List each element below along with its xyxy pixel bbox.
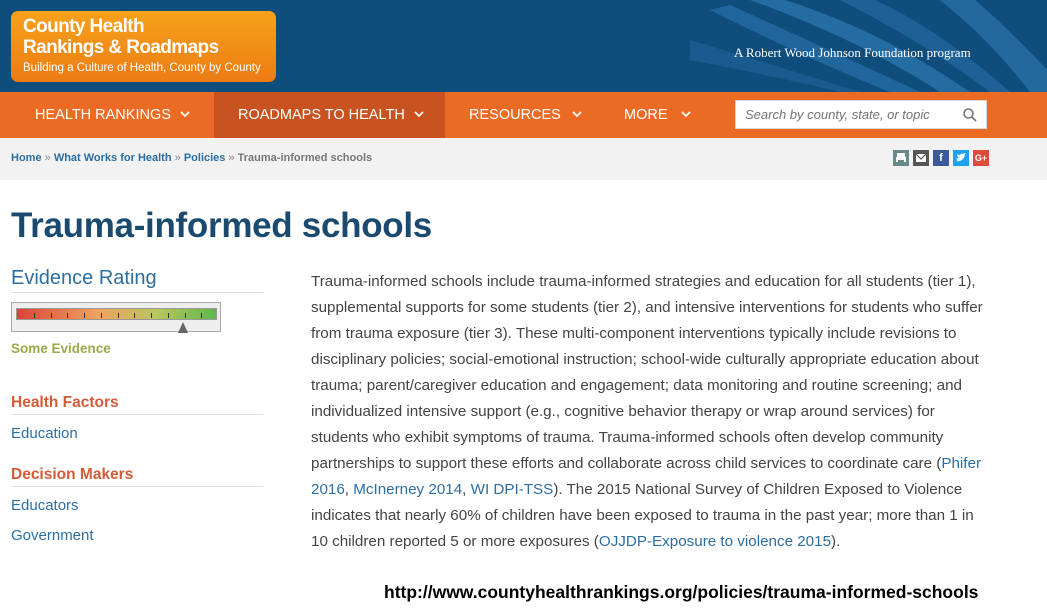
google-plus-icon[interactable]: G+ [973, 150, 989, 166]
evidence-rating-heading: Evidence Rating [11, 267, 263, 293]
breadcrumb [11, 152, 372, 164]
facebook-icon[interactable]: f [933, 150, 949, 166]
site-logo[interactable] [11, 11, 276, 82]
meter-tick [134, 313, 135, 318]
breadcrumb-home[interactable]: Home [11, 152, 42, 164]
breadcrumb-separator: » [228, 152, 235, 164]
decision-maker-link[interactable]: Government [11, 527, 94, 544]
health-factors-heading: Health Factors [11, 394, 263, 415]
email-icon[interactable] [913, 150, 929, 166]
breadcrumb-policies[interactable]: Policies [183, 152, 226, 164]
breadcrumb-separator: » [44, 152, 51, 164]
nav-label: HEALTH RANKINGS [35, 107, 171, 123]
twitter-icon[interactable] [953, 150, 969, 166]
meter-tick [168, 313, 169, 318]
breadcrumb-bar [0, 138, 1047, 180]
search-input[interactable] [745, 101, 955, 128]
policy-description [311, 269, 991, 555]
meter-tick [51, 313, 52, 318]
evidence-rating-label: Some Evidence [11, 341, 111, 356]
search-box [735, 100, 987, 129]
nav-label: ROADMAPS TO HEALTH [238, 107, 405, 123]
nav-label: RESOURCES [469, 107, 561, 123]
meter-tick [101, 313, 102, 318]
evidence-meter-pointer [178, 322, 188, 333]
citation-link[interactable]: McInerney 2014 [353, 481, 463, 498]
breadcrumb-current: Trauma-informed schools [237, 152, 373, 164]
page-title: Trauma-informed schools [11, 206, 432, 245]
nav-health-rankings[interactable] [0, 92, 214, 138]
body-text-part: ). [831, 533, 841, 550]
evidence-rating-meter [11, 302, 221, 332]
meter-tick [118, 313, 119, 318]
decision-maker-link[interactable]: Educators [11, 497, 79, 514]
chevron-down-icon [680, 108, 692, 120]
meter-tick [84, 313, 85, 318]
evidence-meter-bar [16, 308, 217, 320]
breadcrumb-what-works[interactable]: What Works for Health [53, 152, 172, 164]
breadcrumb-separator: » [174, 152, 181, 164]
chevron-down-icon [571, 108, 583, 120]
meter-tick [185, 313, 186, 318]
meter-tick [151, 313, 152, 318]
logo-tagline: Building a Culture of Health, County by County [23, 62, 261, 74]
site-header [0, 0, 1047, 92]
nav-resources[interactable] [445, 92, 600, 138]
body-text-part: ). The 2015 National Survey of Children Exposed to Violence indicates that nearly 60% of children have been exposed to trauma in the past year; more than 1 in 10 children reported 5 or more exposures ( [311, 481, 974, 550]
page-url-caption: http://www.countyhealthrankings.org/policies/trauma-informed-schools [381, 582, 981, 603]
nav-label: MORE [624, 107, 668, 123]
print-icon[interactable] [893, 150, 909, 166]
logo-title-line1: County Health [23, 16, 144, 37]
chevron-down-icon [179, 108, 191, 120]
citation-separator: , [344, 481, 354, 498]
decision-makers-heading: Decision Makers [11, 466, 263, 487]
search-icon[interactable] [962, 107, 978, 123]
nav-roadmaps-to-health[interactable] [214, 92, 445, 138]
nav-more[interactable] [600, 92, 720, 138]
citation-link[interactable]: WI DPI-TSS [470, 481, 554, 498]
health-factor-link[interactable]: Education [11, 425, 78, 442]
citation-separator: , [462, 481, 471, 498]
meter-tick [201, 313, 202, 318]
logo-title-line2: Rankings & Roadmaps [23, 37, 219, 58]
citation-link[interactable]: OJJDP-Exposure to violence 2015 [598, 533, 832, 550]
citation-link[interactable]: Phifer 2016 [311, 455, 982, 498]
meter-tick [67, 313, 68, 318]
body-text-part: Trauma-informed schools include trauma-informed strategies and education for all students (tier 1), supplemental supports for some students (tier 2), and intensive interventions for students who suffer from trauma exposure (tier 3). These multi-component interventions typically include revisions to disciplinary policies; social-emotional instruction; school-wide culturally appropriate education about trauma; parent/caregiver education and engagement; data monitoring and routine screening; and individualized intensive support (e.g., cognitive behavior therapy or wrap around services) for students who exhibit symptoms of trauma. Trauma-informed schools often develop community partnerships to support these efforts and collaborate across child services to coordinate care ( [311, 273, 983, 472]
chevron-down-icon [413, 108, 425, 120]
meter-tick [34, 313, 35, 318]
rwjf-program-label: A Robert Wood Johnson Foundation program [734, 45, 971, 60]
